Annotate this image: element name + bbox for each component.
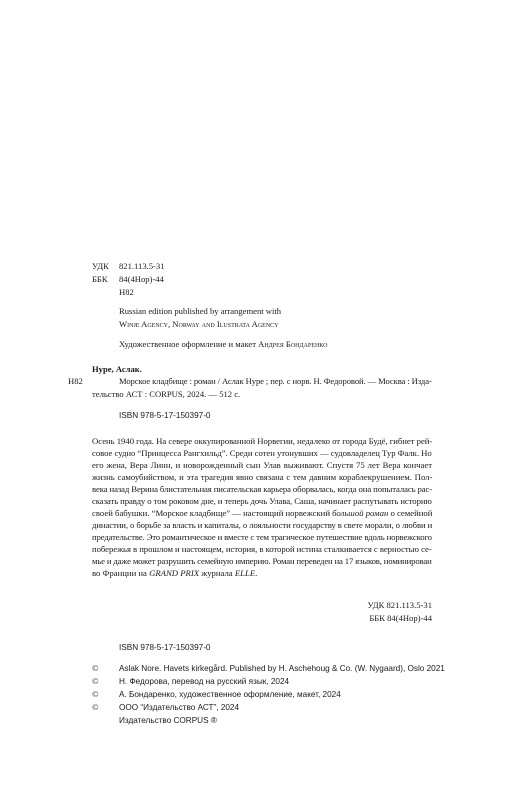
annotation-line-12 [92, 568, 257, 580]
annotation-line-1: Осень 1940 года. На севере оккупированной Норвегии, недалеко от города Будё, гибнет рей- [92, 436, 433, 446]
catalog-isbn: ISBN 978-5-17-150397-0 [119, 411, 211, 420]
annotation-line-11: мье и даже может разрушить семейную империю. Роман переведен на 17 языков, номинирован [92, 556, 432, 566]
copyright-text-1: Aslak Nore. Havets kirkegård. Published by H. Aschehoug & Co. (W. Nygaard), Oslo 2021 [119, 664, 445, 673]
copyright-symbol-4: © [92, 702, 99, 712]
annotation-italic-big-novel: большой роман [332, 508, 389, 518]
bbk-label: ББК [92, 274, 108, 284]
annotation-line-8: династии, о борьбе за власть и капиталы, о лояльности государству в свете морали, о любви и [92, 520, 433, 530]
udk-right-line-1: УДК 821.113.5-31 [367, 600, 432, 610]
arrangement-line-2: Winje Agency, Norway and Ilustrata Agency [119, 319, 279, 329]
annotation-line-12a: во Франции на [92, 568, 150, 578]
annotation-line-2: совое судно “Принцесса Рангхильд”. Среди сотен утонувших — судовладелец Тур Фалк. Но [92, 448, 432, 458]
bbk-value: 84(4Нор)-44 [119, 274, 164, 284]
isbn-bottom: ISBN 978-5-17-150397-0 [119, 643, 211, 652]
design-credit-text: Художественное оформление и макет [119, 339, 259, 349]
annotation-line-7a: своей бабушки. “Морское кладбище” — настоящий норвежский [92, 508, 333, 518]
copyright-symbol-2: © [92, 676, 99, 686]
annotation-line-12b: журнала [199, 568, 235, 578]
copyright-text-2: Н. Федорова, перевод на русский язык, 2024 [119, 677, 290, 686]
annotation-line-6: сказать правду о том роковом дне, и теперь дочь Улава, Саша, начинает распутывать историю [92, 496, 432, 506]
annotation-line-5: века назад Верина блистательная писательская карьера оборвалась, когда она попыталась рас- [92, 484, 433, 494]
copyright-symbol-3: © [92, 689, 99, 699]
annotation-elle: ELLE [234, 568, 256, 578]
annotation-line-7b: о семейной [388, 508, 433, 518]
annotation-line-7 [92, 508, 432, 520]
copyright-text-3: А. Бондаренко, художественное оформление, макет, 2024 [119, 690, 341, 699]
design-credit [119, 339, 327, 350]
annotation-line-10: побережья в прошлом и настоящем, история, в которой истина сталкивается с верностью се- [92, 544, 432, 554]
catalog-line-1: Морское кладбище : роман / Аслак Нуре ; пер. с норв. Н. Федоровой. — Москва : Изда- [119, 376, 432, 386]
annotation-line-4: жизнь самоубийством, и эта трагедия явно связана с тем давним кораблекрушением. Пол- [92, 472, 433, 482]
udk-value: 821.113.5-31 [119, 261, 165, 271]
design-credit-name: Андрея Бондаренко [258, 339, 328, 349]
annotation-line-3: его жена, Вера Линн, и новорожденный сын Улав выживают. Спустя 75 лет Вера кончает [92, 460, 433, 470]
catalog-margin-mark: Н82 [68, 376, 83, 386]
udk-right-line-2: ББК 84(4Нор)-44 [369, 613, 432, 623]
copyright-symbol-1: © [92, 663, 99, 673]
copyright-text-5: Издательство CORPUS ® [119, 716, 217, 725]
author-mark: Н82 [119, 287, 134, 297]
annotation-grand-prix: GRAND PRIX [149, 568, 200, 578]
udk-label: УДК [92, 261, 109, 271]
copyright-text-4: ООО “Издательство АСТ”, 2024 [119, 703, 240, 712]
catalog-line-2: тельство АСТ : CORPUS, 2024. — 512 с. [92, 389, 241, 399]
arrangement-line-1: Russian edition published by arrangement with [119, 306, 282, 316]
annotation-line-9: предательстве. Это романтическое и вместе с тем трагическое путешествие вдоль норвежского [92, 532, 432, 542]
annotation-line-12c: . [255, 568, 258, 578]
catalog-author-heading: Нуре, Аслак. [92, 364, 142, 374]
